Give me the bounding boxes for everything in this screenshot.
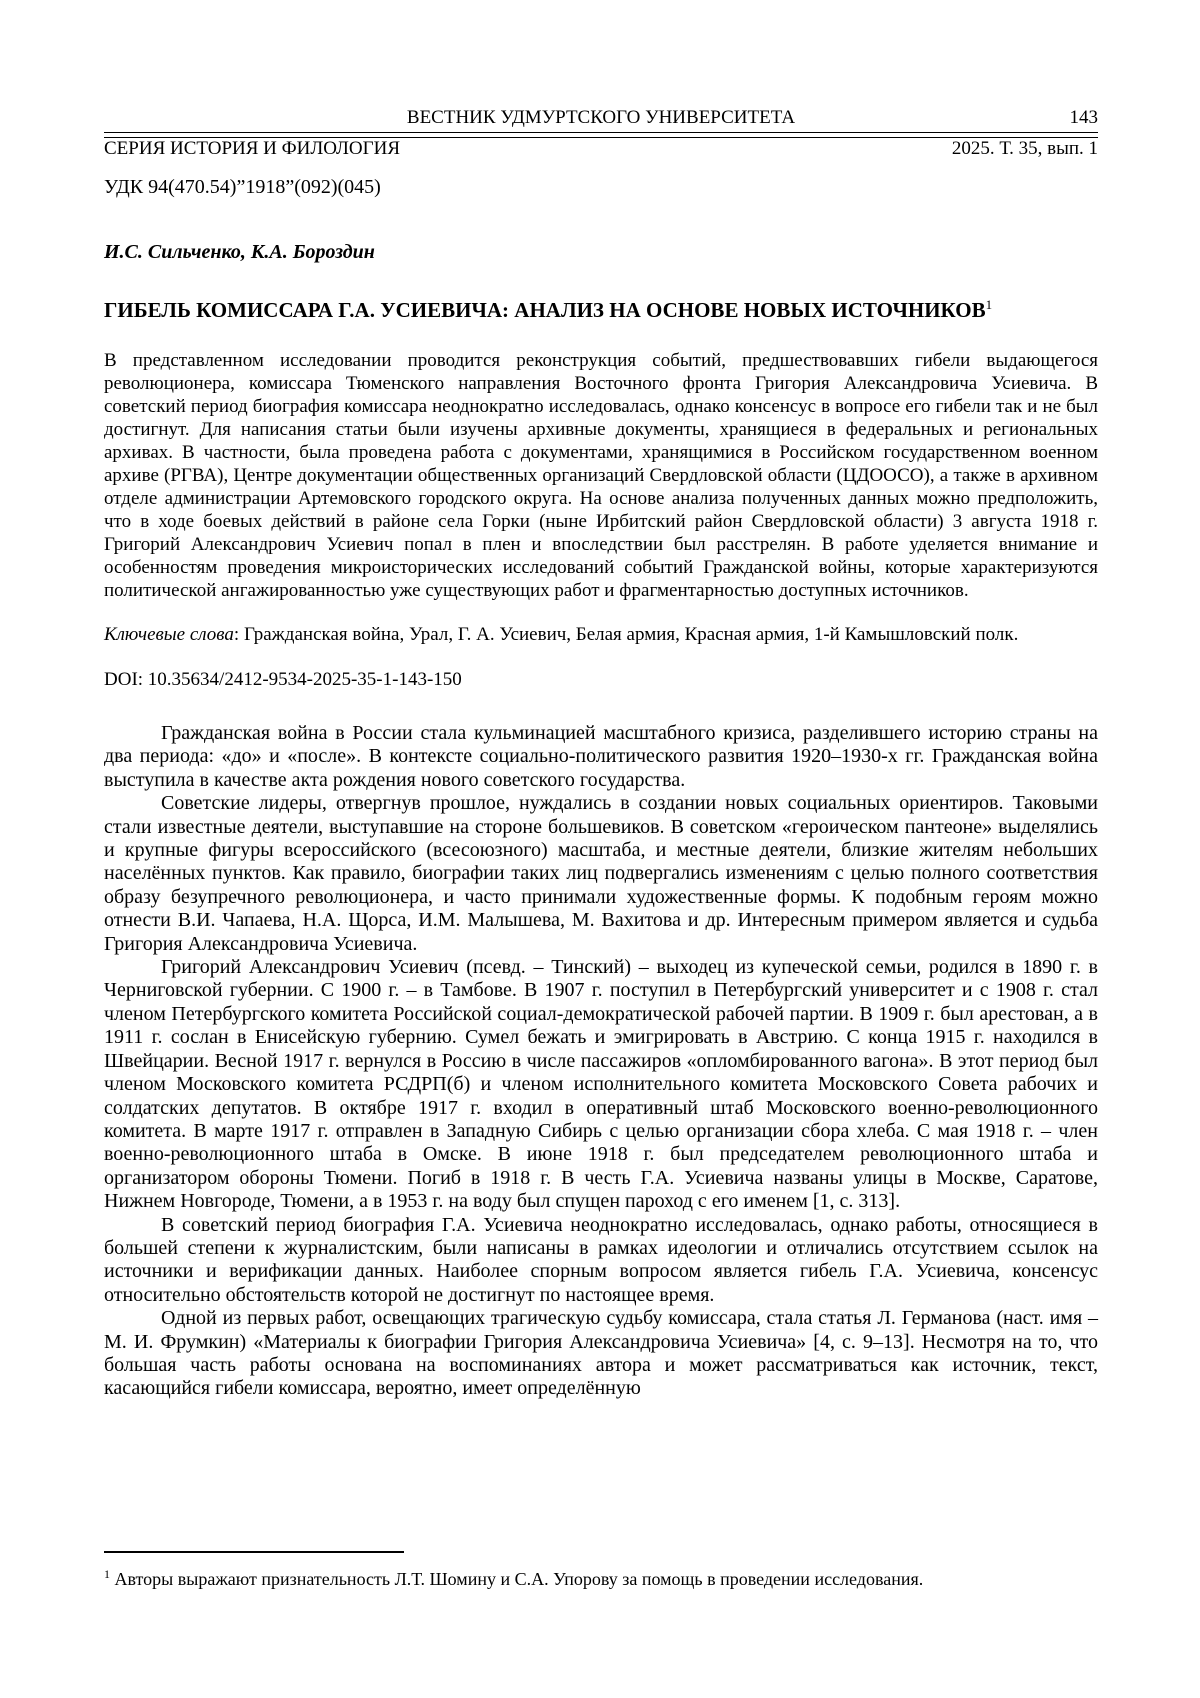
journal-title: ВЕСТНИК УДМУРТСКОГО УНИВЕРСИТЕТА	[406, 107, 796, 128]
keywords-text: : Гражданская война, Урал, Г. А. Усиевич, Белая армия, Красная армия, 1-й Камышловский полк.	[233, 624, 1019, 645]
article-title-text: ГИБЕЛЬ КОМИССАРА Г.А. УСИЕВИЧА: АНАЛИЗ НА ОСНОВЕ НОВЫХ ИСТОЧНИКОВ	[104, 298, 986, 322]
body-paragraph: Одной из первых работ, освещающих трагическую судьбу комиссара, стала статья Л. Германова (наст. имя – М. И. Фрумкин) «Материалы к биографии Григория Александровича Усиевича» [4, с. 9–13]. Несмотря на то, что большая часть работы основана на воспоминаниях автора и может рассматриваться как источник, текст, касающийся гибели комиссара, вероятно, имеет определённую	[104, 1307, 1098, 1400]
page-number: 143	[1069, 107, 1098, 128]
article-title	[104, 292, 1098, 323]
article-body	[104, 722, 1098, 1401]
issue-info: 2025. Т. 35, вып. 1	[951, 138, 1098, 159]
keywords-label: Ключевые слова	[104, 624, 234, 645]
series-title: СЕРИЯ ИСТОРИЯ И ФИЛОЛОГИЯ	[104, 138, 401, 159]
footnote-text: Авторы выражают признательность Л.Т. Шомину и С.А. Упорову за помощь в проведении исследования.	[114, 1569, 924, 1589]
footnote-mark: 1	[104, 1567, 110, 1581]
body-paragraph: Григорий Александрович Усиевич (псевд. – Тинский) – выходец из купеческой семьи, родился в 1890 г. в Черниговской губернии. С 1900 г. – в Тамбове. В 1907 г. поступил в Петербургский университет и с 1908 г. стал членом Петербургского комитета Российской социал-демократической рабочей партии. В 1909 г. был арестован, а в 1911 г. сослан в Енисейскую губернию. Сумел бежать и эмигрировать в Австрию. С конца 1915 г. находился в Швейцарии. Весной 1917 г. вернулся в Россию в числе пассажиров «опломбированного вагона». В этот период был членом Московского комитета РСДРП(б) и членом исполнительного комитета Московского Совета рабочих и солдатских депутатов. В октябре 1917 г. входил в оперативный штаб Московского военно-революционного комитета. В марте 1917 г. отправлен в Западную Сибирь с целью организации сбора хлеба. С мая 1918 г. – член военно-революционного штаба в Омске. В июне 1918 г. был председателем революционного штаба и организатором обороны Тюмени. Погиб в 1918 г. В честь Г.А. Усиевича названы улицы в Москве, Саратове, Нижнем Новгороде, Тюмени, а в 1953 г. на воду был спущен пароход с его именем [1, с. 313].	[104, 956, 1098, 1213]
body-paragraph: Советские лидеры, отвергнув прошлое, нуждались в создании новых социальных ориентиров. Таковыми стали известные деятели, выступавшие на стороне большевиков. В советском «героическом пантеоне» выделялись и крупные фигуры всероссийского (всесоюзного) масштаба, и местные деятели, близкие жителям небольших населённых пунктов. Как правило, биографии таких лиц подвергались изменениям с целью полного соответствия образу безупречного революционера, и часто принимали художественные формы. К подобным героям можно отнести В.И. Чапаева, Н.А. Щорса, И.М. Малышева, М. Вахитова и др. Интересным примером является и судьба Григория Александровича Усиевича.	[104, 792, 1098, 955]
abstract: В представленном исследовании проводится реконструкция событий, предшествовавших гибели выдающегося революционера, комиссара Тюменского направления Восточного фронта Григория Александровича Усиевича. В советский период биография комиссара неоднократно исследовалась, однако консенсус в вопросе его гибели так и не был достигнут. Для написания статьи были изучены архивные документы, хранящиеся в федеральных и региональных архивах. В частности, была проведена работа с документами, хранящимися в Российском государственном военном архиве (РГВА), Центре документации общественных организаций Свердловской области (ЦДООСО), а также в архивном отделе администрации Артемовского городского округа. На основе анализа полученных данных можно предположить, что в ходе боевых действий в районе села Горки (ныне Ирбитский район Свердловской области) 3 августа 1918 г. Григорий Александрович Усиевич попал в плен и впоследствии был расстрелян. В работе уделяется внимание и особенностям проведения микроисторических исследований событий Гражданской войны, которые характеризуются политической ангажированностью уже существующих работ и фрагментарностью доступных источников.	[104, 350, 1098, 601]
keywords-line	[104, 623, 1098, 646]
running-head	[104, 106, 1098, 130]
footnote-separator	[104, 1551, 404, 1553]
series-row	[104, 138, 1098, 160]
authors: И.С. Сильченко, К.А. Бороздин	[104, 241, 375, 263]
doi-line: DOI: 10.35634/2412-9534-2025-35-1-143-150	[104, 669, 462, 690]
body-paragraph: Гражданская война в России стала кульминацией масштабного кризиса, разделившего историю страны на два периода: «до» и «после». В контексте социально-политического развития 1920–1930-х гг. Гражданская война выступила в качестве акта рождения нового советского государства.	[104, 722, 1098, 791]
footnote	[104, 1563, 1098, 1590]
udc-code: УДК 94(470.54)”1918”(092)(045)	[104, 176, 381, 198]
title-footnote-ref: 1	[985, 297, 993, 312]
body-paragraph: В советский период биография Г.А. Усиевича неоднократно исследовалась, однако работы, относящиеся в большей степени к журналистским, были написаны в рамках идеологии и отличались отсутствием ссылок на источники и верификации данных. Наиболее спорным вопросом является гибель Г.А. Усиевича, консенсус относительно обстоятельств которой не достигнут по настоящее время.	[104, 1213, 1098, 1306]
